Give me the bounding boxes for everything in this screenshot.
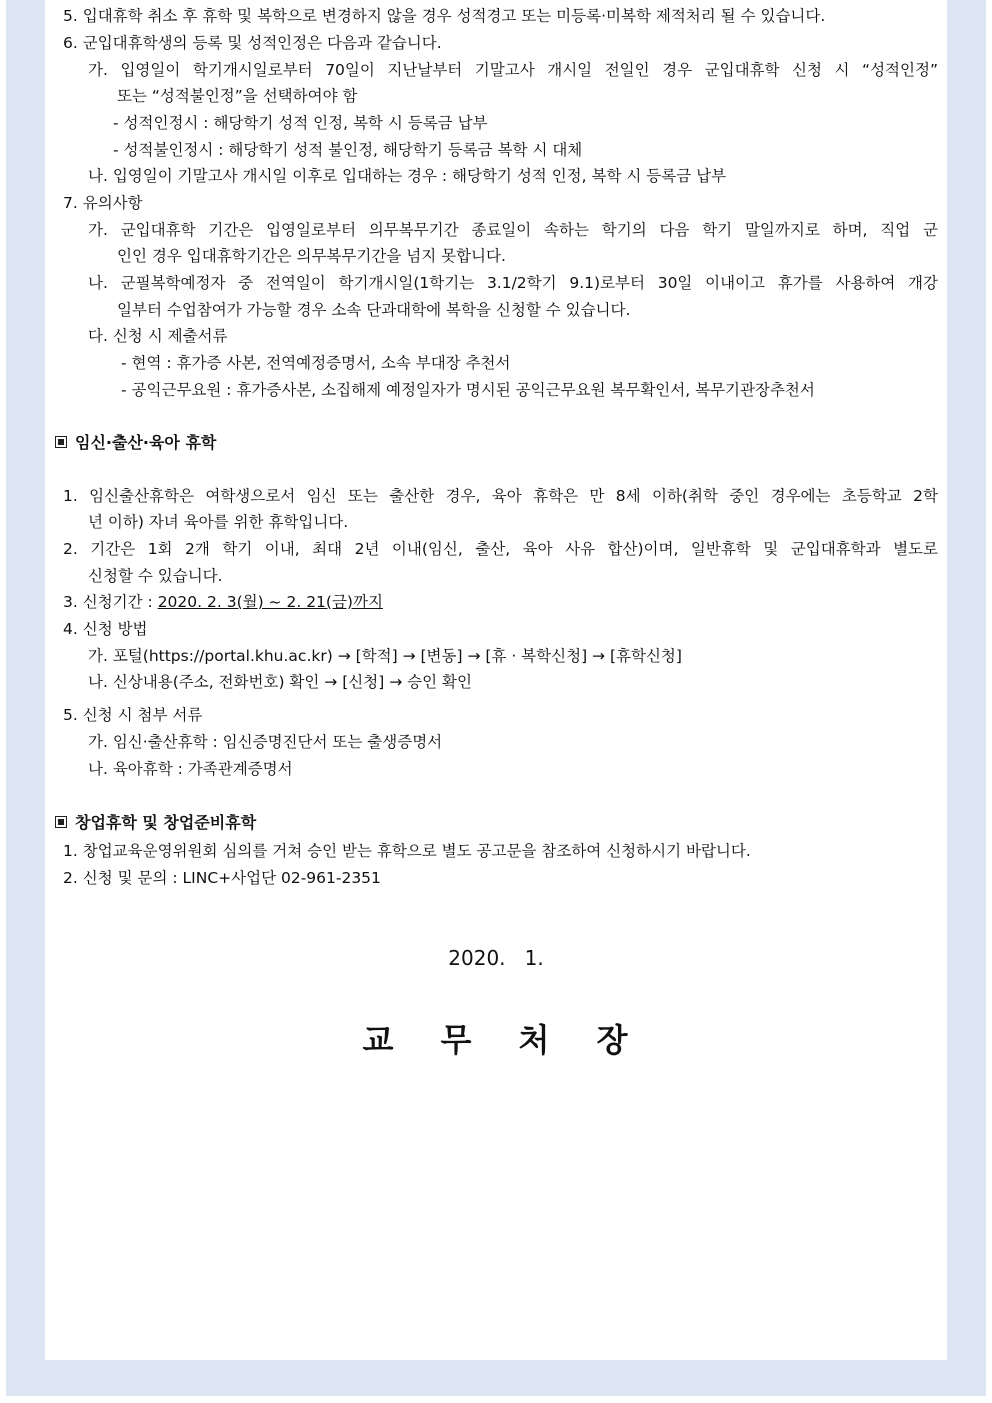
pregnancy-item-2-line1: 2. 기간은 1회 2개 학기 이내, 최대 2년 이내(임신, 출산, 육아 사유 합산)이며, 일반휴학 및 군입대휴학과 별도로 [63, 540, 938, 558]
document-page [45, 0, 947, 1360]
pregnancy-item-5-ga: 가. 임신·출산휴학 : 임신증명진단서 또는 출생증명서 [88, 733, 443, 751]
startup-item-1: 1. 창업교육운영위원회 심의를 거쳐 승인 받는 휴학으로 별도 공고문을 참조하여 신청하시기 바랍니다. [63, 842, 751, 860]
item-6-ga-line1: 가. 입영일이 학기개시일로부터 70일이 지난날부터 기말고사 개시일 전일인 경우 군입대휴학 신청 시 “성적인정” [88, 61, 938, 79]
section-title-pregnancy: 임신·출산·육아 휴학 [75, 433, 217, 452]
period-label: 3. 신청기간 : [63, 593, 158, 611]
section-heading-pregnancy [55, 433, 216, 453]
pregnancy-item-5-na: 나. 육아휴학 : 가족관계증명서 [88, 760, 293, 778]
item-7-ga-line1: 가. 군입대휴학 기간은 입영일로부터 의무복무기간 종료일이 속하는 학기의 다음 학기 말일까지로 하며, 직업 군 [88, 221, 938, 239]
item-7-da: 다. 신청 시 제출서류 [88, 327, 228, 345]
section-title-startup: 창업휴학 및 창업준비휴학 [75, 813, 257, 832]
startup-item-2: 2. 신청 및 문의 : LINC+사업단 02-961-2351 [63, 869, 381, 887]
item-6-ga-line2: 또는 “성적불인정”을 선택하여야 함 [117, 87, 358, 105]
item-6-ga-sub2: - 성적불인정시 : 해당학기 성적 불인정, 해당학기 등록금 복학 시 대체 [113, 141, 583, 159]
pregnancy-item-4-ga: 가. 포털(https://portal.khu.ac.kr) → [학적] → [변동] → [휴 · 복학신청] → [휴학신청] [88, 647, 682, 665]
pregnancy-item-1-line1: 1. 임신출산휴학은 여학생으로서 임신 또는 출산한 경우, 육아 휴학은 만 8세 이하(취학 중인 경우에는 초등학교 2학 [63, 487, 938, 505]
item-7-da-sub2: - 공익근무요원 : 휴가증사본, 소집해제 예정일자가 명시된 공익근무요원 복무확인서, 복무기관장추천서 [121, 381, 815, 399]
pregnancy-item-5: 5. 신청 시 첨부 서류 [63, 706, 203, 724]
item-5: 5. 입대휴학 취소 후 휴학 및 복학으로 변경하지 않을 경우 성적경고 또는 미등록·미복학 제적처리 될 수 있습니다. [63, 7, 826, 25]
item-6-na: 나. 입영일이 기말고사 개시일 이후로 입대하는 경우 : 해당학기 성적 인정, 복학 시 등록금 납부 [88, 167, 727, 185]
pregnancy-item-4-na: 나. 신상내용(주소, 전화번호) 확인 → [신청] → 승인 확인 [88, 673, 472, 691]
issuer-signature: 교 무 처 장 [362, 1021, 630, 1059]
item-6: 6. 군입대휴학생의 등록 및 성적인정은 다음과 같습니다. [63, 34, 442, 52]
item-7-ga-line2: 인인 경우 입대휴학기간은 의무복무기간을 넘지 못합니다. [117, 247, 506, 265]
item-7-da-sub1: - 현역 : 휴가증 사본, 전역예정증명서, 소속 부대장 추천서 [121, 354, 511, 372]
item-7-na-line2: 일부터 수업참여가 가능할 경우 소속 단과대학에 복학을 신청할 수 있습니다. [117, 301, 631, 319]
item-6-ga-sub1: - 성적인정시 : 해당학기 성적 인정, 복학 시 등록금 납부 [113, 114, 488, 132]
item-7: 7. 유의사항 [63, 194, 143, 212]
square-bullet-icon [55, 816, 67, 828]
document-date: 2020. 1. [448, 946, 544, 970]
pregnancy-item-1-line2: 년 이하) 자녀 육아를 위한 휴학입니다. [88, 513, 349, 531]
pregnancy-item-2-line2: 신청할 수 있습니다. [88, 567, 223, 585]
period-value: 2020. 2. 3(월) ~ 2. 21(금)까지 [157, 593, 383, 611]
pregnancy-item-4: 4. 신청 방법 [63, 620, 148, 638]
item-7-na-line1: 나. 군필복학예정자 중 전역일이 학기개시일(1학기는 3.1/2학기 9.1)로부터 30일 이내이고 휴가를 사용하여 개강 [88, 274, 938, 292]
square-bullet-icon [55, 436, 67, 448]
pregnancy-item-3 [63, 592, 383, 612]
section-heading-startup [55, 813, 256, 833]
